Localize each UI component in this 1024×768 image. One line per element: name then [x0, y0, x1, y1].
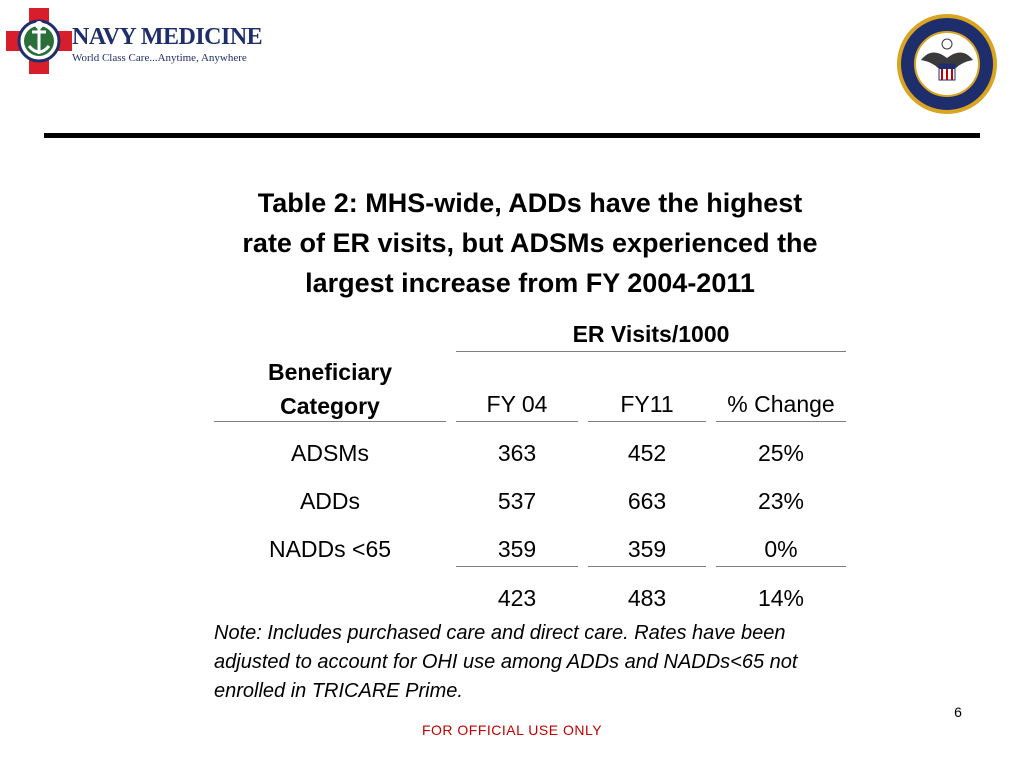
- row-adds-category: ADDs: [299, 488, 361, 514]
- row-nadds-fy11: 359: [627, 536, 667, 562]
- header-category-line-1: Beneficiary: [267, 359, 392, 385]
- bureau-of-medicine-seal-icon: [896, 2, 998, 126]
- header-percent-change: % Change: [727, 391, 835, 417]
- anchor-red-cross-icon: [6, 8, 72, 74]
- table-note: Note: Includes purchased care and direct care. Rates have been adjusted to account for OHI use among ADDs and NADDs<65 not enrolled in TRICARE Prime.: [214, 622, 798, 702]
- title-line-1: Table 2: MHS-wide, ADDs have the highest: [257, 188, 803, 218]
- row-adsms-fy04: 363: [497, 440, 537, 466]
- row-adsms-change: 25%: [757, 440, 805, 466]
- header-beneficiary-category: [214, 355, 446, 423]
- bureau-seal: [896, 2, 998, 126]
- title-line-3: largest increase from FY 2004-2011: [305, 268, 755, 298]
- brand-tagline: World Class Care...Anytime, Anywhere: [72, 52, 247, 64]
- total-fy11: 483: [627, 585, 667, 611]
- group-header-rule: [456, 351, 846, 352]
- header-divider: [44, 133, 980, 138]
- group-header-er-visits: ER Visits/1000: [572, 321, 730, 347]
- row-adds-fy11: 663: [627, 488, 667, 514]
- header-category-line-2: Category: [280, 393, 380, 419]
- header-rule-fy11: [588, 421, 706, 422]
- row-adds-change: 23%: [757, 488, 805, 514]
- row-adds-fy04: 537: [497, 488, 537, 514]
- row-nadds-category: NADDs <65: [268, 536, 392, 562]
- row-adsms-fy11: 452: [627, 440, 667, 466]
- total-fy04: 423: [497, 585, 537, 611]
- row-nadds-fy04: 359: [497, 536, 537, 562]
- header-fy11: FY11: [620, 391, 674, 417]
- total-rule-fy04: [456, 566, 578, 567]
- header-fy04: FY 04: [486, 391, 548, 417]
- total-rule-fy11: [588, 566, 706, 567]
- footer-classification: FOR OFFICIAL USE ONLY: [421, 722, 603, 738]
- slide-title: [180, 183, 880, 303]
- brand-name: NAVY MEDICINE: [72, 24, 263, 50]
- total-change: 14%: [757, 585, 805, 611]
- row-nadds-change: 0%: [764, 536, 798, 562]
- header-rule-category: [214, 421, 446, 422]
- navy-medicine-logo: [6, 8, 263, 74]
- header-rule-fy04: [456, 421, 578, 422]
- total-rule-change: [716, 566, 846, 567]
- title-line-2: rate of ER visits, but ADSMs experienced the: [242, 228, 818, 258]
- page-number: 6: [954, 704, 962, 720]
- row-adsms-category: ADSMs: [291, 440, 369, 466]
- header-rule-change: [716, 421, 846, 422]
